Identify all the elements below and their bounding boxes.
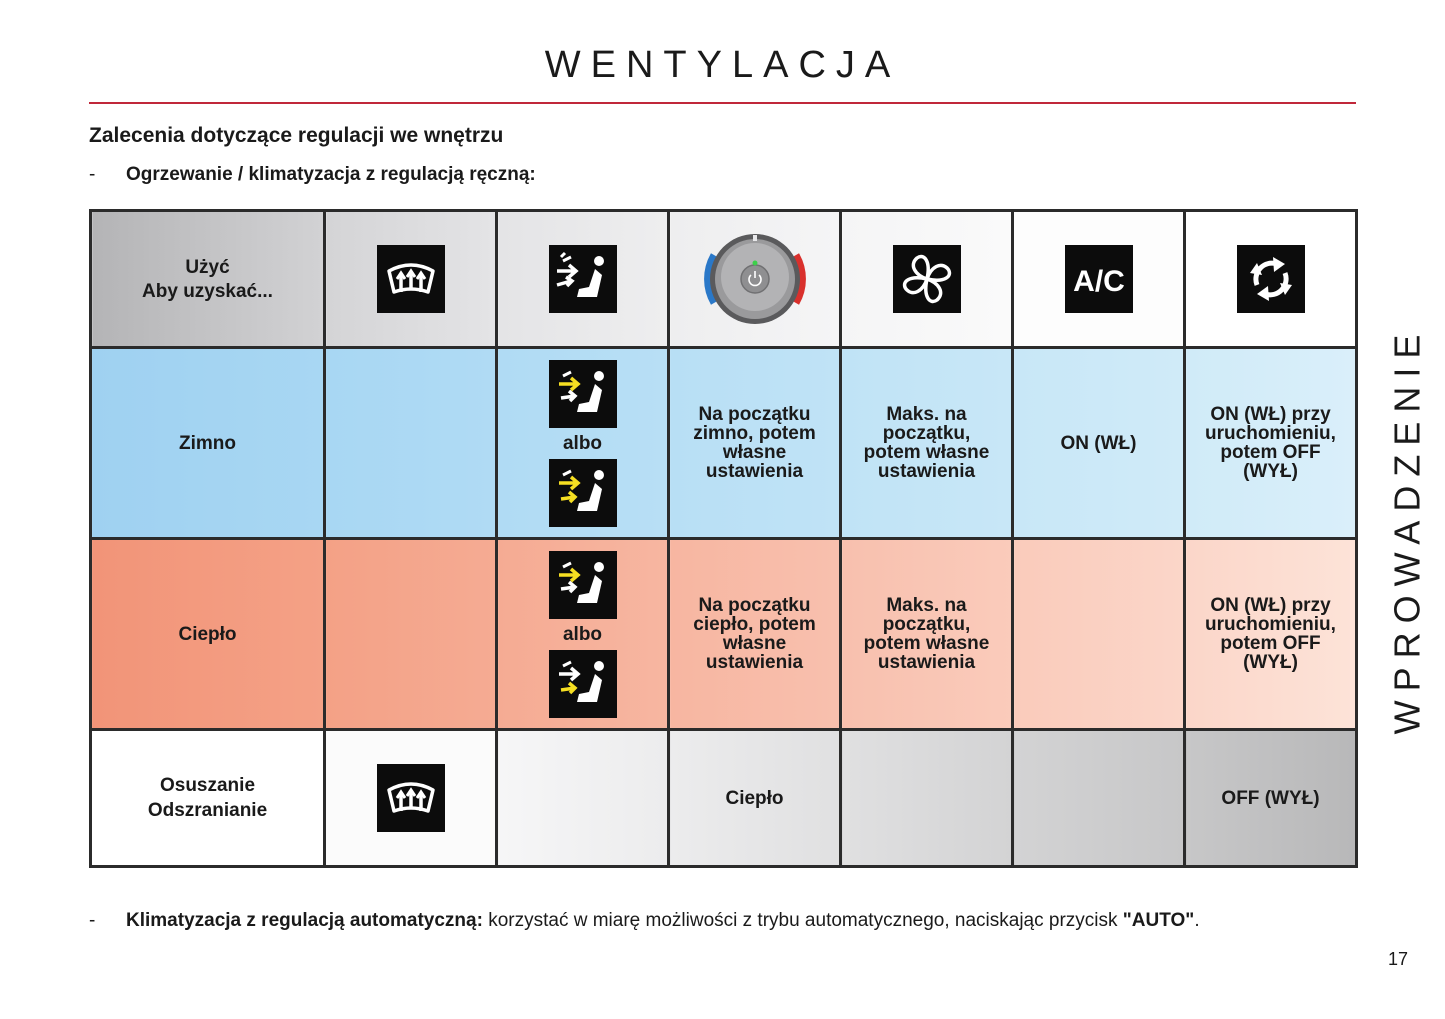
windshield-demist-icon <box>377 764 445 832</box>
footer-text: korzystać w miarę możliwości z trybu automatycznego, naciskając przycisk <box>488 910 1118 931</box>
warm-recirculation-text: ON (WŁ) przy uruchomieniu, potem OFF (WYŁ) <box>1205 595 1336 673</box>
cold-or-label: albo <box>562 432 603 454</box>
row-label-cold <box>91 348 325 539</box>
row-label-warm <box>91 539 325 730</box>
cold-ac-text: ON (WŁ) <box>1060 432 1137 454</box>
title-divider <box>89 102 1356 104</box>
demist-label-line2: Odszranianie <box>147 800 268 821</box>
page-number: 17 <box>1388 949 1409 969</box>
footer-end: . <box>1194 910 1200 931</box>
cold-temperature-cell <box>669 348 841 539</box>
demist-recirculation-text: OFF (WYŁ) <box>1221 787 1320 809</box>
side-section-label <box>1362 250 1445 810</box>
demist-temperature-text: Ciepło <box>725 787 784 809</box>
header-achieve-label: Aby uzyskać... <box>142 280 273 302</box>
recommendations-table <box>89 209 1358 868</box>
warm-or-label: albo <box>562 623 603 645</box>
demist-distribution-cell <box>497 730 669 867</box>
windshield-demist-icon <box>377 245 445 313</box>
table-row-warm <box>91 539 1357 730</box>
air-distribution-face-icon <box>549 360 617 428</box>
ac-icon <box>1065 245 1133 313</box>
air-distribution-face-feet-icon <box>549 459 617 527</box>
air-distribution-feet-icon <box>549 551 617 619</box>
warm-recirculation-cell <box>1185 539 1357 730</box>
row-label-demist <box>91 730 325 867</box>
cold-fan-cell <box>841 348 1013 539</box>
fan-speed-icon <box>893 245 961 313</box>
cold-label: Zimno <box>179 432 236 454</box>
warm-label: Ciepło <box>178 623 237 645</box>
demist-ac-cell <box>1013 730 1185 867</box>
table-row-demist <box>91 730 1357 867</box>
warm-fan-cell <box>841 539 1013 730</box>
section-heading: Zalecenia dotyczące regulacji we wnętrzu <box>89 124 504 147</box>
cold-fan-text: Maks. na początku, potem własne ustawienia <box>863 404 990 482</box>
header-recirculation-cell <box>1185 211 1357 348</box>
ac-icon-text: A/C <box>1072 265 1125 298</box>
header-distribution-cell <box>497 211 669 348</box>
warm-ac-cell <box>1013 539 1185 730</box>
cold-recirculation-cell <box>1185 348 1357 539</box>
header-demist-cell <box>325 211 497 348</box>
demist-label-line1: Osuszanie <box>159 775 256 796</box>
cold-distribution-cell <box>497 348 669 539</box>
demist-temperature-cell <box>669 730 841 867</box>
recirculation-icon <box>1237 245 1305 313</box>
page-title: WENTYLACJA <box>544 44 901 86</box>
footer-bold: Klimatyzacja z regulacją automatyczną: <box>126 910 483 931</box>
warm-distribution-cell <box>497 539 669 730</box>
warm-temperature-text: Na początku ciepło, potem własne ustawienia <box>693 595 816 673</box>
air-distribution-feet-windshield-icon <box>549 650 617 718</box>
footer-auto-label: "AUTO" <box>1122 910 1195 931</box>
demist-recirculation-cell <box>1185 730 1357 867</box>
subheading-text: Ogrzewanie / klimatyzacja z regulacją ręczną: <box>126 164 536 185</box>
cold-recirculation-text: ON (WŁ) przy uruchomieniu, potem OFF (WYŁ) <box>1205 404 1336 482</box>
demist-fan-cell <box>841 730 1013 867</box>
air-distribution-icon <box>549 245 617 313</box>
subheading <box>89 164 536 186</box>
warm-temperature-cell <box>669 539 841 730</box>
bullet-dash: - <box>89 164 96 185</box>
demist-demist-cell <box>325 730 497 867</box>
cold-temperature-text: Na początku zimno, potem własne ustawienia <box>693 404 816 482</box>
table-header-row <box>91 211 1357 348</box>
header-label-cell <box>91 211 325 348</box>
side-label-text: WPROWADZENIE <box>1386 325 1427 735</box>
warm-fan-text: Maks. na początku, potem własne ustawienia <box>863 595 990 673</box>
footer-dash: - <box>89 910 96 931</box>
table-row-cold <box>91 348 1357 539</box>
cold-ac-cell <box>1013 348 1185 539</box>
warm-demist-cell <box>325 539 497 730</box>
header-temperature-cell <box>669 211 841 348</box>
header-fan-cell <box>841 211 1013 348</box>
cold-demist-cell <box>325 348 497 539</box>
footer-body <box>126 910 1356 931</box>
header-use-label: Użyć <box>185 256 230 278</box>
temperature-knob-icon <box>700 231 810 327</box>
header-ac-cell <box>1013 211 1185 348</box>
footer-note <box>89 910 1356 931</box>
